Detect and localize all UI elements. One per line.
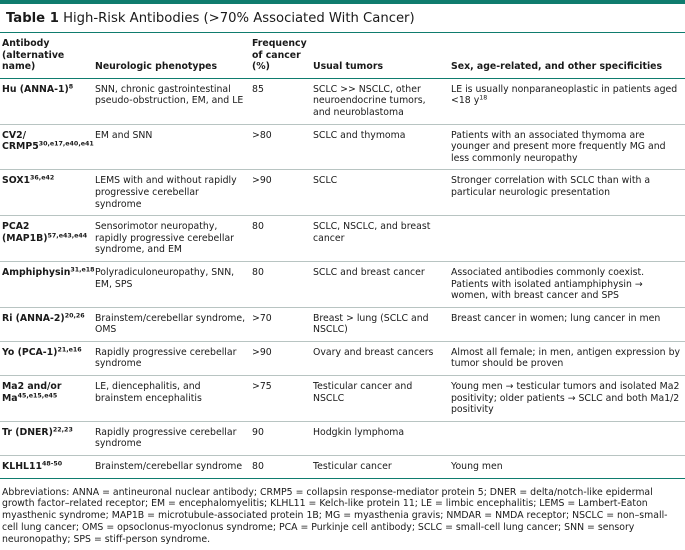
reference-superscript: 30,e17,e40,e41 <box>38 140 94 148</box>
header-row <box>0 33 685 78</box>
table-row <box>0 341 685 375</box>
specificities-cell <box>449 78 685 124</box>
frequency-cell: >90 <box>252 346 272 358</box>
header-phenotypes: Neurologic phenotypes <box>95 61 218 73</box>
reference-superscript: 8 <box>68 83 74 91</box>
antibody-name: CV2/ CRMP5 <box>2 129 39 153</box>
specificities-cell <box>449 456 685 479</box>
reference-superscript: 22,23 <box>52 426 73 434</box>
frequency-cell: >75 <box>252 381 272 393</box>
antibody-cell <box>0 341 93 375</box>
table-row <box>0 307 685 341</box>
frequency-cell: >90 <box>252 175 272 187</box>
antibody-name: Tr (DNER) <box>2 426 53 438</box>
frequency-cell: >70 <box>252 312 272 324</box>
specificities-text: Almost all female; in men, antigen expression by tumor should be proven <box>451 346 681 370</box>
reference-superscript: 45,e15,e45 <box>17 392 58 400</box>
table-row <box>0 78 685 124</box>
antibody-table <box>0 33 685 479</box>
reference-superscript: 36,e42 <box>30 174 55 182</box>
antibody-cell <box>0 307 93 341</box>
phenotypes-cell: EM and SNN <box>95 129 153 141</box>
antibody-cell <box>0 421 93 455</box>
phenotypes-cell: Brainstem/cerebellar syndrome, OMS <box>95 312 246 336</box>
tumors-cell: SCLC and breast cancer <box>313 266 425 278</box>
frequency-cell: 80 <box>252 266 264 278</box>
tumors-cell: SCLC and thymoma <box>313 129 406 141</box>
reference-superscript: 21,e16 <box>57 346 82 354</box>
antibody-cell <box>0 216 93 262</box>
phenotypes-cell: Rapidly progressive cerebellar syndrome <box>95 346 237 370</box>
antibody-name: Amphiphysin <box>2 266 71 278</box>
tumors-cell: Testicular cancer <box>313 461 392 473</box>
phenotypes-cell: LE, diencephalitis, and brainstem encephalitis <box>95 381 202 404</box>
frequency-cell: 90 <box>252 426 264 438</box>
specificities-text: Stronger correlation with SCLC than with a particular neurologic presentation <box>451 175 651 198</box>
tumors-cell: SCLC, NSCLC, and breast cancer <box>313 221 431 244</box>
frequency-cell: 80 <box>252 221 264 233</box>
specificities-cell <box>449 341 685 375</box>
tumors-cell: Breast > lung (SCLC and NSCLC) <box>313 312 429 336</box>
table-row <box>0 170 685 216</box>
antibody-cell <box>0 376 93 422</box>
antibody-cell <box>0 456 93 479</box>
table-caption: High-Risk Antibodies (>70% Associated With Cancer) <box>63 11 415 26</box>
frequency-cell: >80 <box>252 129 272 141</box>
antibody-name: KLHL11 <box>2 461 42 473</box>
antibody-name: SOX1 <box>2 175 31 187</box>
antibody-cell <box>0 261 93 307</box>
table-row <box>0 216 685 262</box>
antibody-cell <box>0 124 93 170</box>
abbreviations-footnote: Abbreviations: ANNA = antineuronal nuclear antibody; CRMP5 = collapsin response-mediator protein 5; DNER = delta/notch-like epidermal growth factor–related receptor; EM = encephalomyelitis; KLHL11 = Kelch-like protein 11; LE = limbic encephalitis; LEMS = Lambert-Eaton myasthenic syndrome; MAP1B = microtubule-associated protein 1B; MG = myasthenia gravis; NMDAR = NMDA receptor; NSCLC = non–small-cell lung cancer; OMS = opsoclonus-myoclonus syndrome; PCA = Purkinje cell antibody; SCLC = small-cell lung cancer; SNN = sensory neuronopathy; SPS = stiff-person syndrome. <box>2 486 668 545</box>
specificities-cell <box>449 376 685 422</box>
reference-superscript: 48-50 <box>41 460 63 468</box>
specificities-cell <box>449 216 685 262</box>
tumors-cell: SCLC >> NSCLC, other neuroendocrine tumors, and neuroblastoma <box>313 83 426 118</box>
header-antibody: Antibody (alternative name) <box>2 38 65 73</box>
table-row <box>0 421 685 455</box>
specificities-text: Young men → testicular tumors and isolated Ma2 positivity; older patients → SCLC and both Ma1/2 positivity <box>451 381 680 416</box>
specificities-cell <box>449 261 685 307</box>
reference-superscript: 57,e43,e44 <box>47 232 88 240</box>
antibody-cell <box>0 78 93 124</box>
table-label: Table 1 <box>6 11 59 26</box>
specificities-text: Young men <box>451 461 503 473</box>
table-row <box>0 124 685 170</box>
specificities-cell <box>449 124 685 170</box>
antibody-cell <box>0 170 93 216</box>
reference-superscript: 18 <box>479 94 488 102</box>
specificities-text: Associated antibodies commonly coexist. Patients with isolated antiamphiphysin → women, with breast cancer and SPS <box>451 266 645 302</box>
table-row <box>0 261 685 307</box>
phenotypes-cell: Brainstem/cerebellar syndrome <box>95 461 243 473</box>
reference-superscript: 20,26 <box>64 312 85 320</box>
phenotypes-cell: LEMS with and without rapidly progressive cerebellar syndrome <box>95 175 237 210</box>
antibody-name: Hu (ANNA-1) <box>2 83 69 95</box>
specificities-text: LE is usually nonparaneoplastic in patients aged <18 y <box>451 83 678 107</box>
header-specificities: Sex, age-related, and other specificities <box>451 61 663 73</box>
header-tumors: Usual tumors <box>313 61 384 73</box>
specificities-text: Patients with an associated thymoma are younger and present more frequently MG and less commonly neuropathy <box>451 129 666 164</box>
antibody-name: Ma2 and/or Ma <box>2 381 62 404</box>
phenotypes-cell: Polyradiculoneuropathy, SNN, EM, SPS <box>95 266 235 290</box>
tumors-cell: Testicular cancer and NSCLC <box>313 381 413 404</box>
specificities-cell <box>449 307 685 341</box>
table-row <box>0 376 685 422</box>
reference-superscript: 31,e18 <box>70 266 95 274</box>
tumors-cell: Ovary and breast cancers <box>313 346 434 358</box>
phenotypes-cell: Sensorimotor neuropathy, rapidly progressive cerebellar syndrome, and EM <box>95 221 235 256</box>
antibody-name: PCA2 (MAP1B) <box>2 221 48 244</box>
frequency-cell: 85 <box>252 83 264 95</box>
specificities-cell <box>449 170 685 216</box>
specificities-text: Breast cancer in women; lung cancer in men <box>451 312 661 324</box>
antibody-name: Yo (PCA-1) <box>2 346 58 358</box>
specificities-cell <box>449 421 685 455</box>
tumors-cell: SCLC <box>313 175 338 187</box>
tumors-cell: Hodgkin lymphoma <box>313 426 405 438</box>
frequency-cell: 80 <box>252 461 264 473</box>
table-title <box>0 4 685 26</box>
table-row <box>0 456 685 479</box>
antibody-name: Ri (ANNA-2) <box>2 312 65 324</box>
phenotypes-cell: SNN, chronic gastrointestinal pseudo-obstruction, EM, and LE <box>95 83 244 107</box>
phenotypes-cell: Rapidly progressive cerebellar syndrome <box>95 426 237 450</box>
header-frequency: Frequency of cancer (%) <box>252 38 307 73</box>
